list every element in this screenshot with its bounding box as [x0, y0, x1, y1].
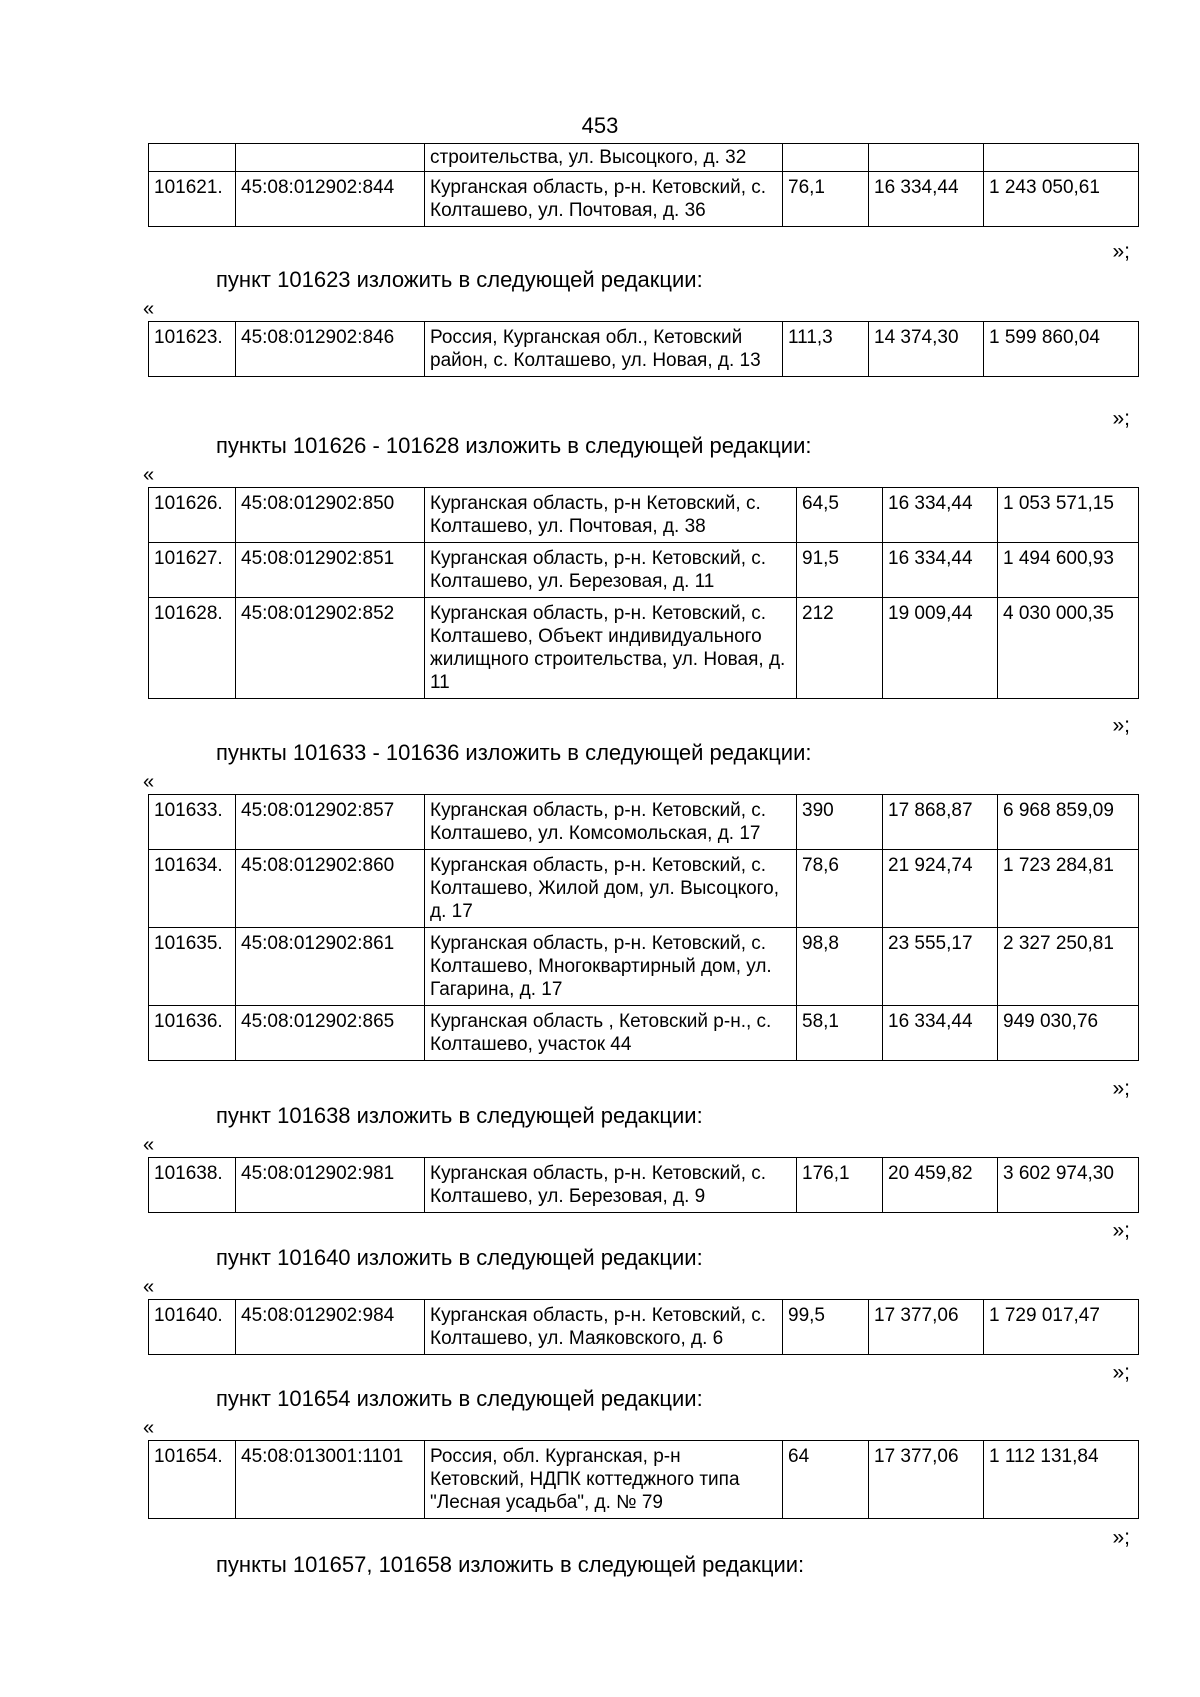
registry-table — [148, 1299, 1139, 1355]
cadastral-value: 4 030 000,35 — [998, 598, 1139, 699]
cadastral-number: 45:08:012902:844 — [236, 172, 425, 227]
amendment-heading: пункт 101638 изложить в следующей редакции: — [216, 1103, 703, 1128]
open-quote: « — [143, 298, 155, 320]
open-quote: « — [143, 464, 155, 486]
cadastral-number: 45:08:012902:846 — [236, 322, 425, 377]
cadastral-value: 6 968 859,09 — [998, 795, 1139, 850]
cadastral-number: 45:08:012902:865 — [236, 1006, 425, 1061]
cadastral-number: 45:08:012902:981 — [236, 1158, 425, 1213]
unit-value: 16 334,44 — [883, 543, 998, 598]
cadastral-number: 45:08:012902:852 — [236, 598, 425, 699]
cadastral-value: 3 602 974,30 — [998, 1158, 1139, 1213]
close-quote: »; — [1112, 1077, 1130, 1100]
open-quote: « — [143, 1134, 155, 1156]
address: Курганская область, р-н. Кетовский, с. Колташево, Объект индивидуального жилищного строительства, ул. Новая, д. 11 — [425, 598, 797, 699]
table-row — [149, 1006, 1139, 1061]
cadastral-number: 45:08:012902:857 — [236, 795, 425, 850]
close-quote: »; — [1112, 1361, 1130, 1384]
unit-value: 14 374,30 — [869, 322, 984, 377]
cadastral-value: 1 243 050,61 — [984, 172, 1139, 227]
cadastral-number: 45:08:012902:850 — [236, 488, 425, 543]
amendment-heading: пункт 101654 изложить в следующей редакции: — [216, 1386, 703, 1411]
row-number: 101623. — [149, 322, 236, 377]
amendment-heading: пункт 101623 изложить в следующей редакции: — [216, 267, 703, 292]
cadastral-value: 949 030,76 — [998, 1006, 1139, 1061]
row-number: 101627. — [149, 543, 236, 598]
address: Курганская область , Кетовский р-н., с. Колташево, участок 44 — [425, 1006, 797, 1061]
table-row — [149, 1158, 1139, 1213]
area: 176,1 — [797, 1158, 883, 1213]
area: 58,1 — [797, 1006, 883, 1061]
row-number: 101621. — [149, 172, 236, 227]
registry-table — [148, 143, 1139, 227]
address: Курганская область, р-н. Кетовский, с. Колташево, ул. Березовая, д. 11 — [425, 543, 797, 598]
unit-value: 17 377,06 — [869, 1300, 984, 1355]
row-number: 101638. — [149, 1158, 236, 1213]
close-quote: »; — [1112, 407, 1130, 430]
unit-value: 19 009,44 — [883, 598, 998, 699]
cadastral-value: 1 053 571,15 — [998, 488, 1139, 543]
cadastral-value: 1 723 284,81 — [998, 850, 1139, 928]
table-row — [149, 144, 1139, 172]
unit-value: 17 377,06 — [869, 1441, 984, 1519]
unit-value: 16 334,44 — [869, 172, 984, 227]
row-number: 101626. — [149, 488, 236, 543]
cadastral-value — [984, 144, 1139, 172]
unit-value — [869, 144, 984, 172]
table-row — [149, 850, 1139, 928]
amendment-heading: пункты 101657, 101658 изложить в следующей редакции: — [216, 1552, 805, 1577]
open-quote: « — [143, 771, 155, 793]
address: Курганская область, р-н. Кетовский, с. Колташево, Многоквартирный дом, ул. Гагарина, д. 17 — [425, 928, 797, 1006]
open-quote: « — [143, 1417, 155, 1439]
area: 64,5 — [797, 488, 883, 543]
cadastral-value: 1 112 131,84 — [984, 1441, 1139, 1519]
area: 78,6 — [797, 850, 883, 928]
cadastral-number: 45:08:012902:851 — [236, 543, 425, 598]
unit-value: 16 334,44 — [883, 488, 998, 543]
row-number: 101640. — [149, 1300, 236, 1355]
cadastral-value: 1 494 600,93 — [998, 543, 1139, 598]
table-row — [149, 488, 1139, 543]
address: Курганская область, р-н Кетовский, с. Колташево, ул. Почтовая, д. 38 — [425, 488, 797, 543]
area — [783, 144, 869, 172]
registry-table — [148, 794, 1139, 1061]
area: 99,5 — [783, 1300, 869, 1355]
area: 76,1 — [783, 172, 869, 227]
table-row — [149, 1300, 1139, 1355]
unit-value: 20 459,82 — [883, 1158, 998, 1213]
cadastral-value: 2 327 250,81 — [998, 928, 1139, 1006]
row-number: 101634. — [149, 850, 236, 928]
address: Курганская область, р-н. Кетовский, с. Колташево, ул. Комсомольская, д. 17 — [425, 795, 797, 850]
registry-table — [148, 1157, 1139, 1213]
cadastral-value: 1 729 017,47 — [984, 1300, 1139, 1355]
amendment-heading: пункты 101633 - 101636 изложить в следующей редакции: — [216, 740, 812, 765]
address: строительства, ул. Высоцкого, д. 32 — [425, 144, 783, 172]
unit-value: 21 924,74 — [883, 850, 998, 928]
address: Курганская область, р-н. Кетовский, с. Колташево, ул. Березовая, д. 9 — [425, 1158, 797, 1213]
close-quote: »; — [1112, 714, 1130, 737]
address: Россия, Курганская обл., Кетовский район, с. Колташево, ул. Новая, д. 13 — [425, 322, 783, 377]
address: Курганская область, р-н. Кетовский, с. Колташево, Жилой дом, ул. Высоцкого, д. 17 — [425, 850, 797, 928]
table-row — [149, 1441, 1139, 1519]
address: Курганская область, р-н. Кетовский, с. Колташево, ул. Маяковского, д. 6 — [425, 1300, 783, 1355]
amendment-heading: пункты 101626 - 101628 изложить в следующей редакции: — [216, 433, 812, 458]
row-number: 101633. — [149, 795, 236, 850]
area: 111,3 — [783, 322, 869, 377]
area: 91,5 — [797, 543, 883, 598]
row-number: 101636. — [149, 1006, 236, 1061]
registry-table — [148, 487, 1139, 699]
area: 390 — [797, 795, 883, 850]
area: 64 — [783, 1441, 869, 1519]
area: 212 — [797, 598, 883, 699]
row-number: 101654. — [149, 1441, 236, 1519]
address: Россия, обл. Курганская, р-н Кетовский, НДПК коттеджного типа "Лесная усадьба", д. № 79 — [425, 1441, 783, 1519]
row-number — [149, 144, 236, 172]
close-quote: »; — [1112, 1526, 1130, 1549]
row-number: 101628. — [149, 598, 236, 699]
cadastral-number: 45:08:012902:984 — [236, 1300, 425, 1355]
unit-value: 17 868,87 — [883, 795, 998, 850]
unit-value: 16 334,44 — [883, 1006, 998, 1061]
row-number: 101635. — [149, 928, 236, 1006]
unit-value: 23 555,17 — [883, 928, 998, 1006]
area: 98,8 — [797, 928, 883, 1006]
cadastral-number: 45:08:012902:861 — [236, 928, 425, 1006]
table-row — [149, 795, 1139, 850]
open-quote: « — [143, 1276, 155, 1298]
cadastral-number: 45:08:012902:860 — [236, 850, 425, 928]
cadastral-number: 45:08:013001:1101 — [236, 1441, 425, 1519]
registry-table — [148, 321, 1139, 377]
amendment-heading: пункт 101640 изложить в следующей редакции: — [216, 1245, 703, 1270]
cadastral-number — [236, 144, 425, 172]
registry-table — [148, 1440, 1139, 1519]
cadastral-value: 1 599 860,04 — [984, 322, 1139, 377]
close-quote: »; — [1112, 240, 1130, 263]
table-row — [149, 598, 1139, 699]
table-row — [149, 928, 1139, 1006]
page-number: 453 — [581, 113, 619, 138]
close-quote: »; — [1112, 1219, 1130, 1242]
address: Курганская область, р-н. Кетовский, с. Колташево, ул. Почтовая, д. 36 — [425, 172, 783, 227]
table-row — [149, 322, 1139, 377]
table-row — [149, 543, 1139, 598]
table-row — [149, 172, 1139, 227]
